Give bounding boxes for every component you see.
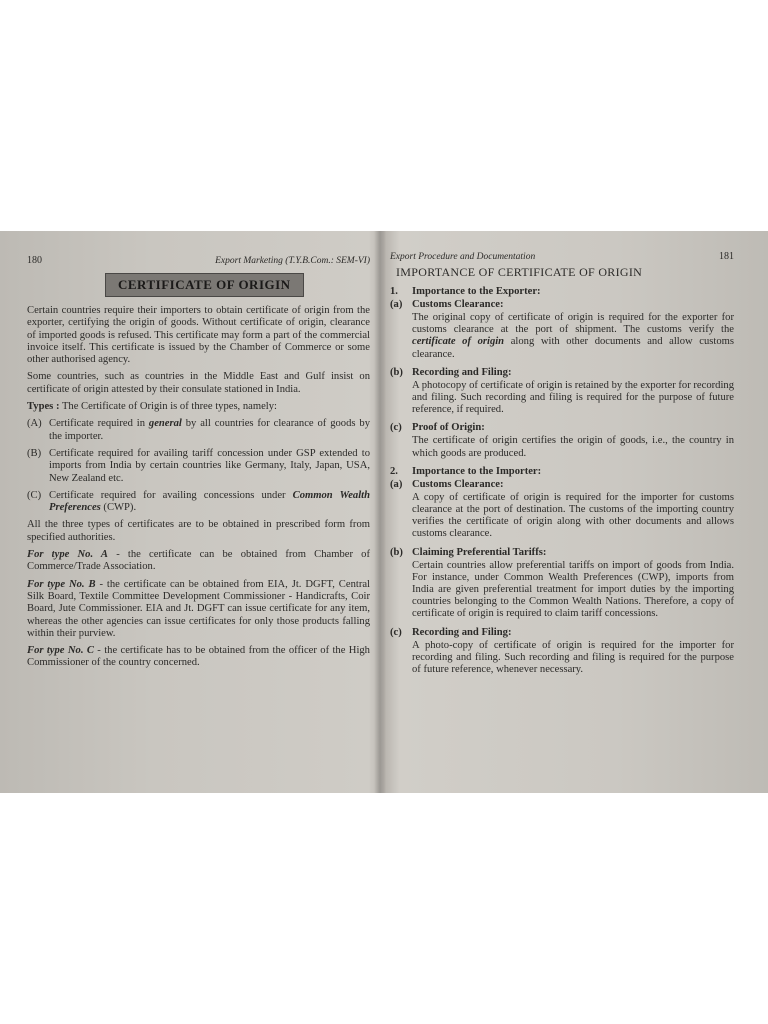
right-section-title: IMPORTANCE OF CERTIFICATE OF ORIGIN: [396, 265, 643, 279]
right-running-title: Export Procedure and Documentation: [390, 252, 536, 262]
type-b-label: For type No. B: [27, 578, 96, 590]
left-section-title: CERTIFICATE OF ORIGIN: [105, 273, 304, 297]
subsection-label: (b): [390, 366, 403, 378]
section-heading: [390, 286, 734, 297]
item-text: Certificate required in general by all countries for clearance of goods by the importer.: [49, 418, 370, 442]
subsection-label: (a): [390, 299, 403, 310]
importance-sections: [390, 286, 734, 676]
subsection-body: The original copy of certificate of origin is required for the exporter for customs clearance at the port of shipment. The customs verify the certificate of origin along with other documents and allow customs clearance.: [412, 312, 734, 360]
section-heading: [390, 466, 734, 477]
subsection-heading-text: Recording and Filing:: [412, 626, 512, 638]
subsection-heading: [390, 627, 734, 638]
right-page-number: 181: [719, 251, 734, 262]
item-text: Certificate required for availing tariff concession under GSP extended to imports from India by certain countries like Germany, Italy, Japan, USA, New Zealand etc.: [49, 447, 370, 484]
right-running-head: [390, 251, 734, 265]
subsection-heading: [390, 367, 734, 378]
section-heading-text: Importance to the Exporter:: [412, 286, 541, 297]
item-text: Certificate required for availing concessions under Common Wealth Preferences (CWP).: [49, 489, 370, 514]
left-para-1: Certain countries require their importers to obtain certificate of origin from the exporter, certifying the origin of goods. Without certificate of origin, clearance of imported goods is refused. This certificate may form a part of the commercial invoice itself. This certificate is issued by the Chamber of Commerce or some other authorised agency.: [27, 305, 370, 366]
type-b-text: - the certificate can be obtained from EIA, Jt. DGFT, Central Silk Board, Textile Committee Development Commissioner - Handicrafts, Coir Board, Jute Commissioner. EIA and Jt. DGFT can issue certificate for any item, whereas the other agencies can issue certificates for only those products falling within their purview.: [27, 578, 370, 639]
types-text: The Certificate of Origin is of three types, namely:: [59, 401, 277, 413]
subsection-heading-text: Customs Clearance:: [412, 478, 504, 490]
item-label: (B): [27, 447, 42, 459]
left-page-number: 180: [27, 255, 42, 266]
subsection-label: (a): [390, 478, 403, 490]
left-running-title: Export Marketing (T.Y.B.Com.: SEM-VI): [215, 256, 370, 266]
type-a-text: - the certificate can be obtained from Chamber of Commerce/Trade Association.: [27, 549, 371, 573]
left-running-head: [27, 255, 370, 269]
subsection-body: Certain countries allow preferential tariffs on import of goods from India. For instance, under Common Wealth Preferences (CWP), imports from India are given preferential treatment for import duties by the importing countries belonging to the Common Wealth Nations. Therefore, a copy of certificate of origin is required to claim tariff concessions.: [412, 559, 734, 620]
type-c-label: For type No. C: [27, 645, 94, 657]
item-emphasis: general: [148, 418, 182, 430]
subsection-body: The certificate of origin certifies the origin of goods, i.e., the country in which goods are produced.: [412, 435, 734, 459]
subsection-heading-text: Customs Clearance:: [412, 299, 504, 310]
type-c-text: - the certificate has to be obtained from the officer of the High Commissioner of the country concerned.: [27, 645, 370, 669]
subsection-heading: [390, 299, 734, 310]
subsection-label: (c): [390, 626, 402, 638]
item-label: (A): [27, 418, 42, 430]
subsection-body: A photo-copy of certificate of origin is required for the importer for recording and filing. Such recording and filing is required for the purpose of future reference, whenever necessary.: [412, 639, 734, 676]
left-para-3: All the three types of certificates are to be obtained in prescribed form from specified authorities.: [27, 519, 370, 543]
item-label: (C): [27, 489, 42, 501]
left-para-2: Some countries, such as countries in the Middle East and Gulf insist on certificate of origin attested by their consulate stationed in India.: [27, 371, 370, 395]
body-emphasis: certificate of origin: [412, 336, 505, 348]
section-number: 1.: [390, 286, 398, 297]
types-list: [27, 418, 370, 514]
item-emphasis: Common Wealth Preferences: [49, 489, 370, 514]
type-b-para: [27, 579, 370, 640]
subsection-body: A photocopy of certificate of origin is retained by the exporter for recording and filing. Such recording and filing is required for the purpose of future reference, if required.: [412, 379, 734, 416]
subsection-body: A copy of certificate of origin is required for the importer for customs clearance at the port of destination. The customs of the importing country verifies the certificate of origin along with other documents and allows customs clearance.: [412, 491, 734, 540]
types-label: Types :: [27, 401, 60, 413]
right-page: [384, 231, 768, 793]
subsection-heading-text: Recording and Filing:: [412, 366, 512, 378]
subsection-heading-text: Claiming Preferential Tariffs:: [412, 546, 547, 558]
types-list-item: [27, 448, 370, 485]
subsection-heading: [390, 422, 734, 433]
left-page: [0, 231, 378, 793]
types-list-item: [27, 490, 370, 515]
subsection-heading: [390, 479, 734, 490]
subsection-heading: [390, 547, 734, 558]
type-a-para: [27, 549, 370, 574]
type-a-label: For type No. A: [27, 549, 108, 561]
subsection-label: (c): [390, 422, 402, 434]
type-c-para: [27, 645, 370, 670]
section-heading-text: Importance to the Importer:: [412, 465, 542, 477]
open-book: [0, 231, 768, 793]
types-list-item: [27, 418, 370, 443]
subsection-label: (b): [390, 546, 403, 558]
subsection-heading-text: Proof of Origin:: [412, 422, 485, 434]
types-line: [27, 401, 370, 413]
section-number: 2.: [390, 465, 398, 477]
